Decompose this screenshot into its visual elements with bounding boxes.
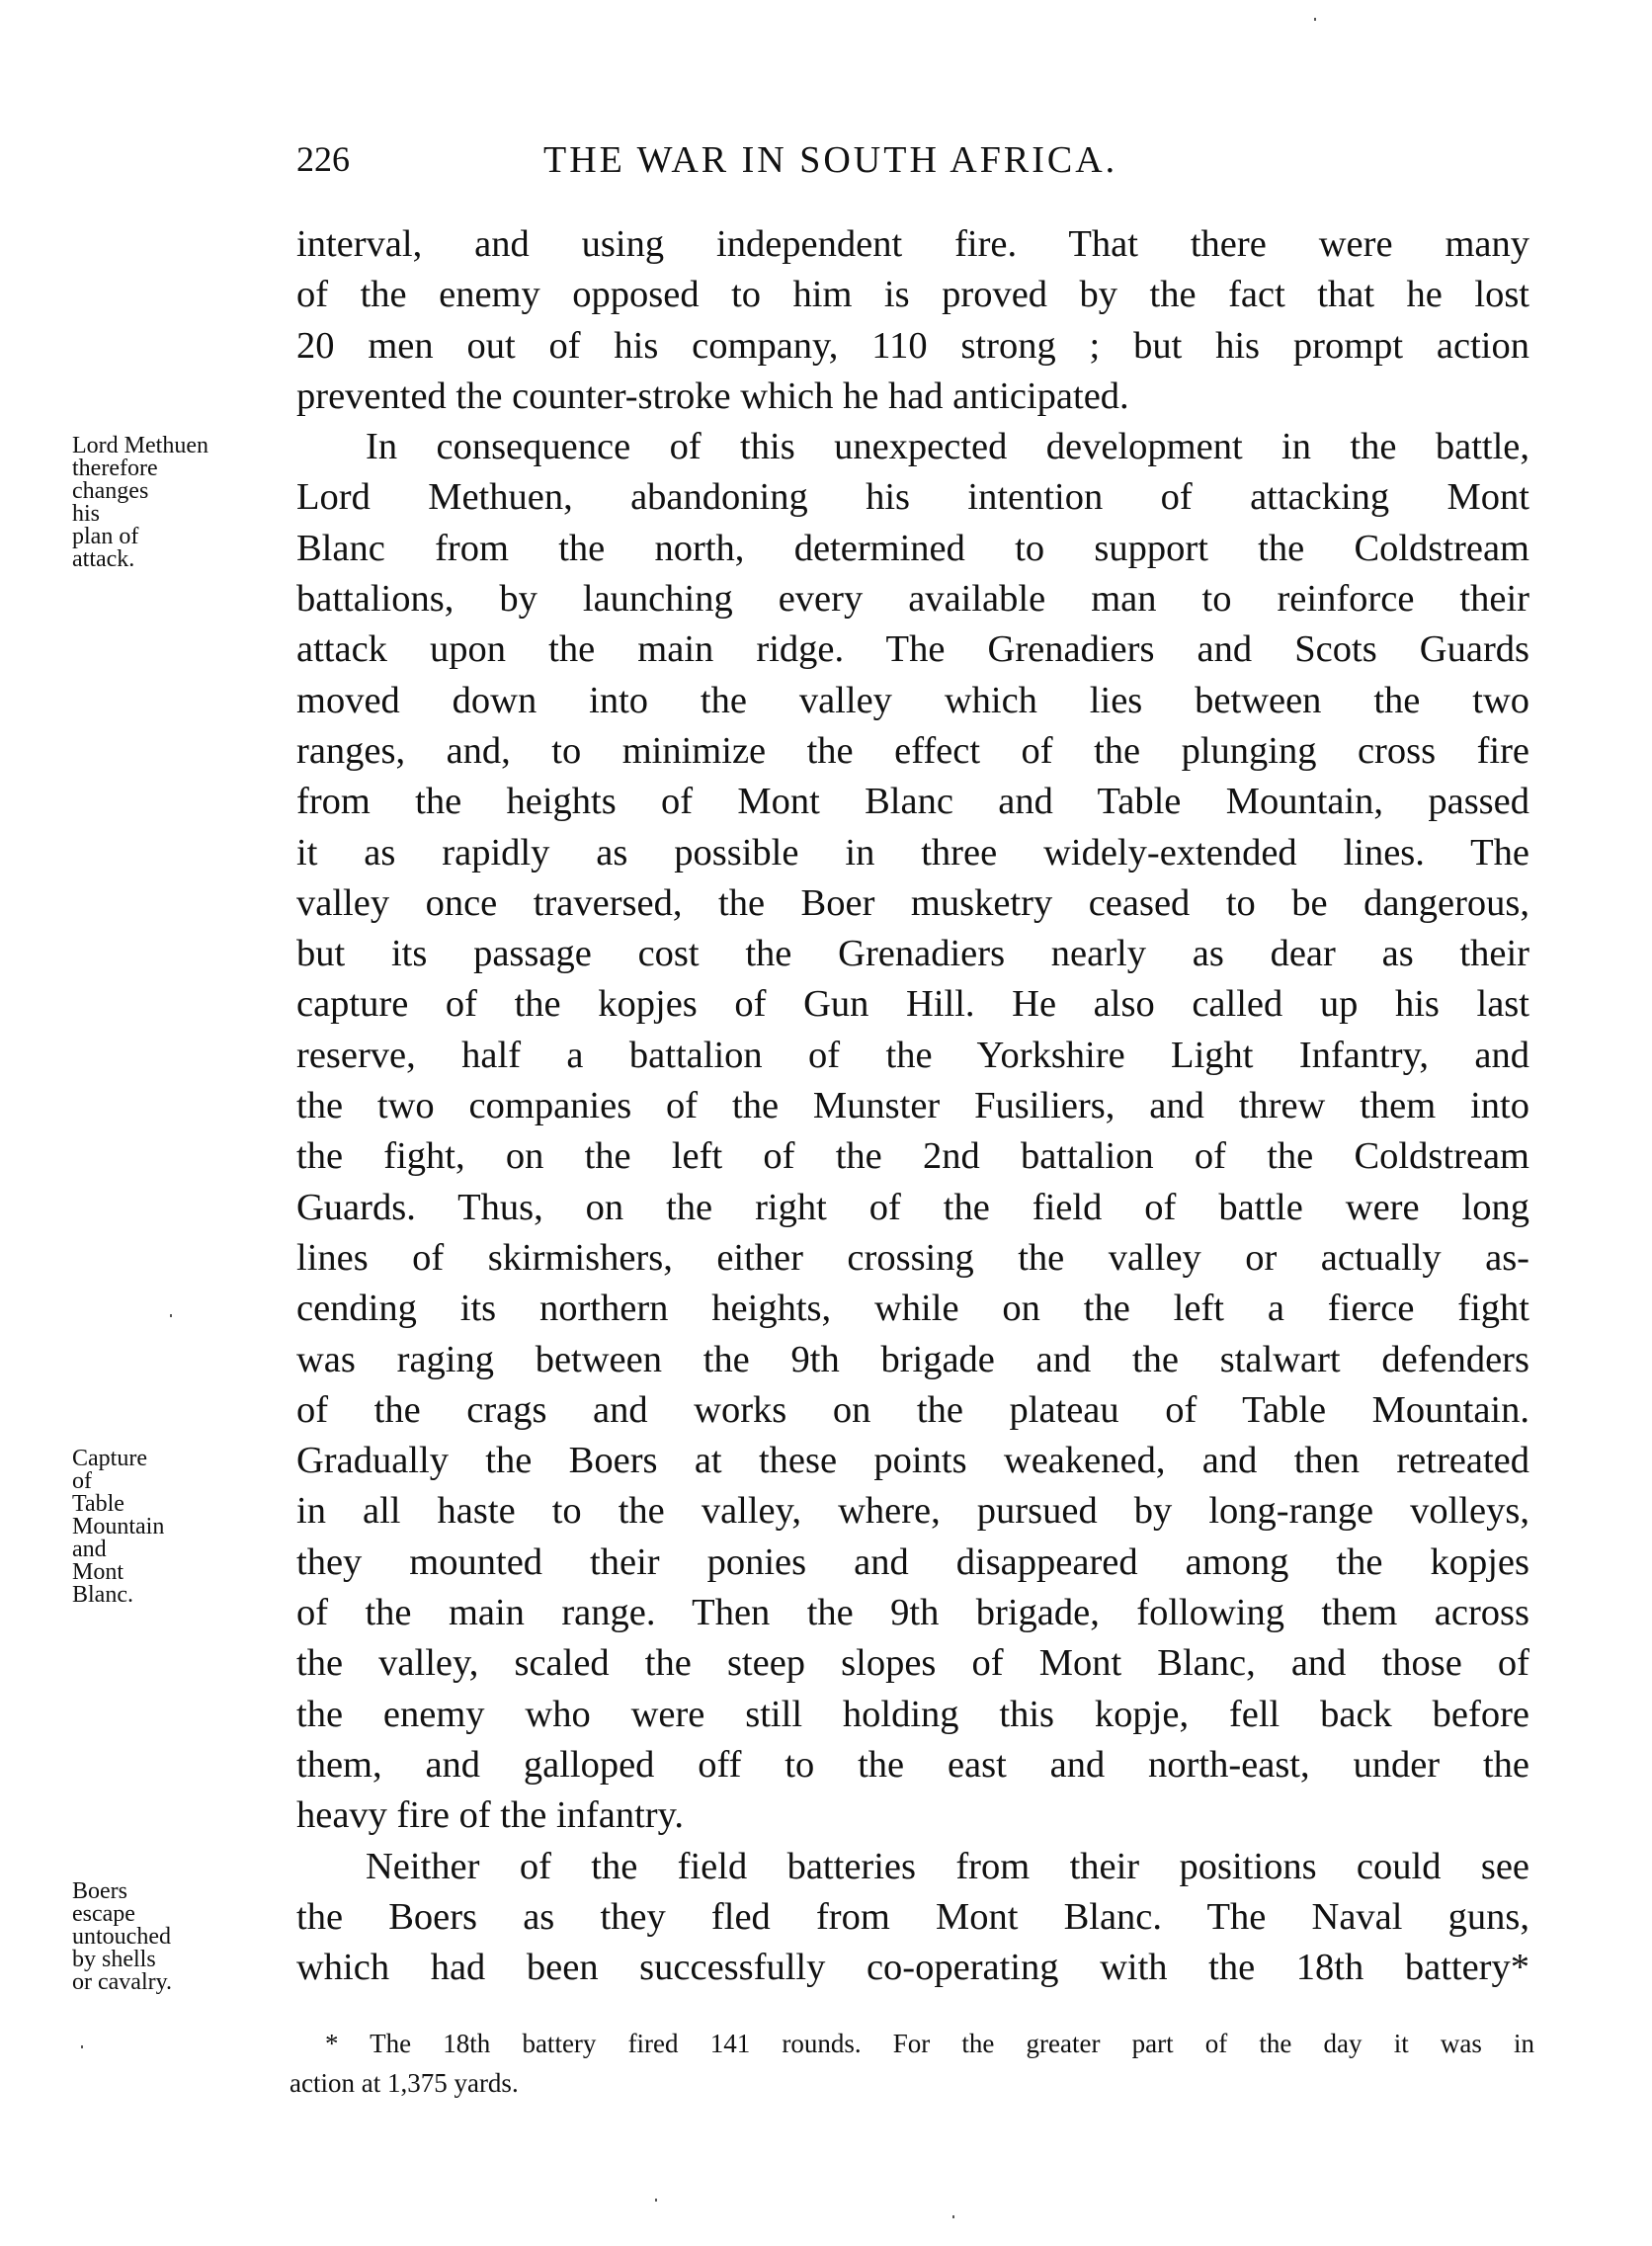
sidenote-line: and xyxy=(72,1537,107,1562)
sidenote-line: of xyxy=(72,1468,92,1494)
sidenote-line: Table xyxy=(72,1491,124,1517)
body-line: capture of the kopjes of Gun Hill. He also called up his last xyxy=(296,983,1529,1026)
sidenote-line: by shells xyxy=(72,1947,156,1972)
footnote xyxy=(289,2024,1534,2103)
body-line: Lord Methuen, abandoning his intention of attacking Mont xyxy=(296,476,1529,519)
scan-speck xyxy=(170,1314,172,1317)
body-line: lines of skirmishers, either crossing the valley or actually as- xyxy=(296,1236,1529,1279)
body-line: in all haste to the valley, where, pursued by long-range volleys, xyxy=(296,1490,1529,1533)
sidenote-line: Mountain xyxy=(72,1514,165,1539)
sidenote-boers-escape xyxy=(72,1880,172,1994)
body-line: the Boers as they fled from Mont Blanc. The Naval guns, xyxy=(296,1895,1529,1938)
sidenote-capture-table-mountain xyxy=(72,1448,164,1607)
sidenote-line: or cavalry. xyxy=(72,1969,173,1995)
body-line: attack upon the main ridge. The Grenadiers and Scots Guards xyxy=(296,628,1529,671)
page-number: 226 xyxy=(296,139,350,179)
sidenote-line: Boers xyxy=(72,1878,127,1904)
body-line: battalions, by launching every available man to reinforce their xyxy=(296,578,1529,621)
body-line: interval, and using independent fire. That there were many xyxy=(296,223,1529,265)
body-line: but its passage cost the Grenadiers nearly as dear as their xyxy=(296,933,1529,975)
sidenote-line: attack. xyxy=(72,546,135,572)
body-line: cending its northern heights, while on the left a fierce fight xyxy=(296,1288,1529,1330)
sidenote-line: therefore xyxy=(72,456,158,481)
body-text xyxy=(296,219,1529,1993)
body-line: of the enemy opposed to him is proved by the fact that he lost xyxy=(296,274,1529,316)
sidenote-line: Blanc. xyxy=(72,1582,133,1608)
footnote-line: * The 18th battery fired 141 rounds. For the greater part of the day it was in xyxy=(325,2029,1534,2058)
scan-speck xyxy=(81,2045,83,2048)
scan-speck xyxy=(1314,18,1316,21)
body-line: they mounted their ponies and disappeared among the kopjes xyxy=(296,1540,1529,1583)
footnote-line: action at 1,375 yards. xyxy=(289,2068,519,2098)
body-line: Gradually the Boers at these points weakened, and then retreated xyxy=(296,1440,1529,1482)
sidenote-line: Mont xyxy=(72,1559,124,1585)
body-line: prevented the counter-stroke which he had anticipated. xyxy=(296,374,1129,417)
scan-speck xyxy=(952,2215,954,2218)
scan-speck xyxy=(655,2199,657,2202)
body-line: them, and galloped off to the east and north-east, under the xyxy=(296,1743,1529,1786)
body-line: the valley, scaled the steep slopes of Mont Blanc, and those of xyxy=(296,1642,1529,1685)
body-line: of the main range. Then the 9th brigade, following them across xyxy=(296,1592,1529,1634)
running-header xyxy=(296,138,1529,188)
body-line: of the crags and works on the plateau of Table Mountain. xyxy=(296,1388,1529,1431)
sidenote-line: Lord Methuen xyxy=(72,433,208,458)
body-line: it as rapidly as possible in three widely-extended lines. The xyxy=(296,831,1529,873)
body-line: the enemy who were still holding this kopje, fell back before xyxy=(296,1693,1529,1735)
body-line: which had been successfully co-operating with the 18th battery* xyxy=(296,1947,1529,1989)
sidenote-line: Capture xyxy=(72,1446,147,1471)
sidenote-line: changes xyxy=(72,478,149,504)
body-line: from the heights of Mont Blanc and Table Mountain, passed xyxy=(296,781,1529,823)
sidenote-line: his xyxy=(72,501,101,527)
body-line: the fight, on the left of the 2nd battalion of the Coldstream xyxy=(296,1135,1529,1178)
sidenote-methuen-changes-plan xyxy=(72,435,208,571)
sidenote-line: plan of xyxy=(72,524,139,549)
body-line: In consequence of this unexpected development in the battle, xyxy=(366,426,1529,468)
body-line: Blanc from the north, determined to support the Coldstream xyxy=(296,527,1529,569)
body-line: Guards. Thus, on the right of the field of battle were long xyxy=(296,1186,1529,1228)
body-line: the two companies of the Munster Fusiliers, and threw them into xyxy=(296,1085,1529,1127)
sidenote-line: untouched xyxy=(72,1924,171,1950)
body-line: was raging between the 9th brigade and the stalwart defenders xyxy=(296,1338,1529,1380)
sidenote-line: escape xyxy=(72,1901,135,1927)
body-line: Neither of the field batteries from their positions could see xyxy=(366,1845,1529,1887)
body-line: ranges, and, to minimize the effect of the plunging cross fire xyxy=(296,729,1529,772)
body-line: moved down into the valley which lies between the two xyxy=(296,679,1529,721)
body-line: heavy fire of the infantry. xyxy=(296,1794,684,1837)
body-line: 20 men out of his company, 110 strong ; but his prompt action xyxy=(296,324,1529,367)
body-line: valley once traversed, the Boer musketry ceased to be dangerous, xyxy=(296,881,1529,924)
body-line: reserve, half a battalion of the Yorkshire Light Infantry, and xyxy=(296,1034,1529,1076)
running-title: THE WAR IN SOUTH AFRICA. xyxy=(543,139,1118,181)
